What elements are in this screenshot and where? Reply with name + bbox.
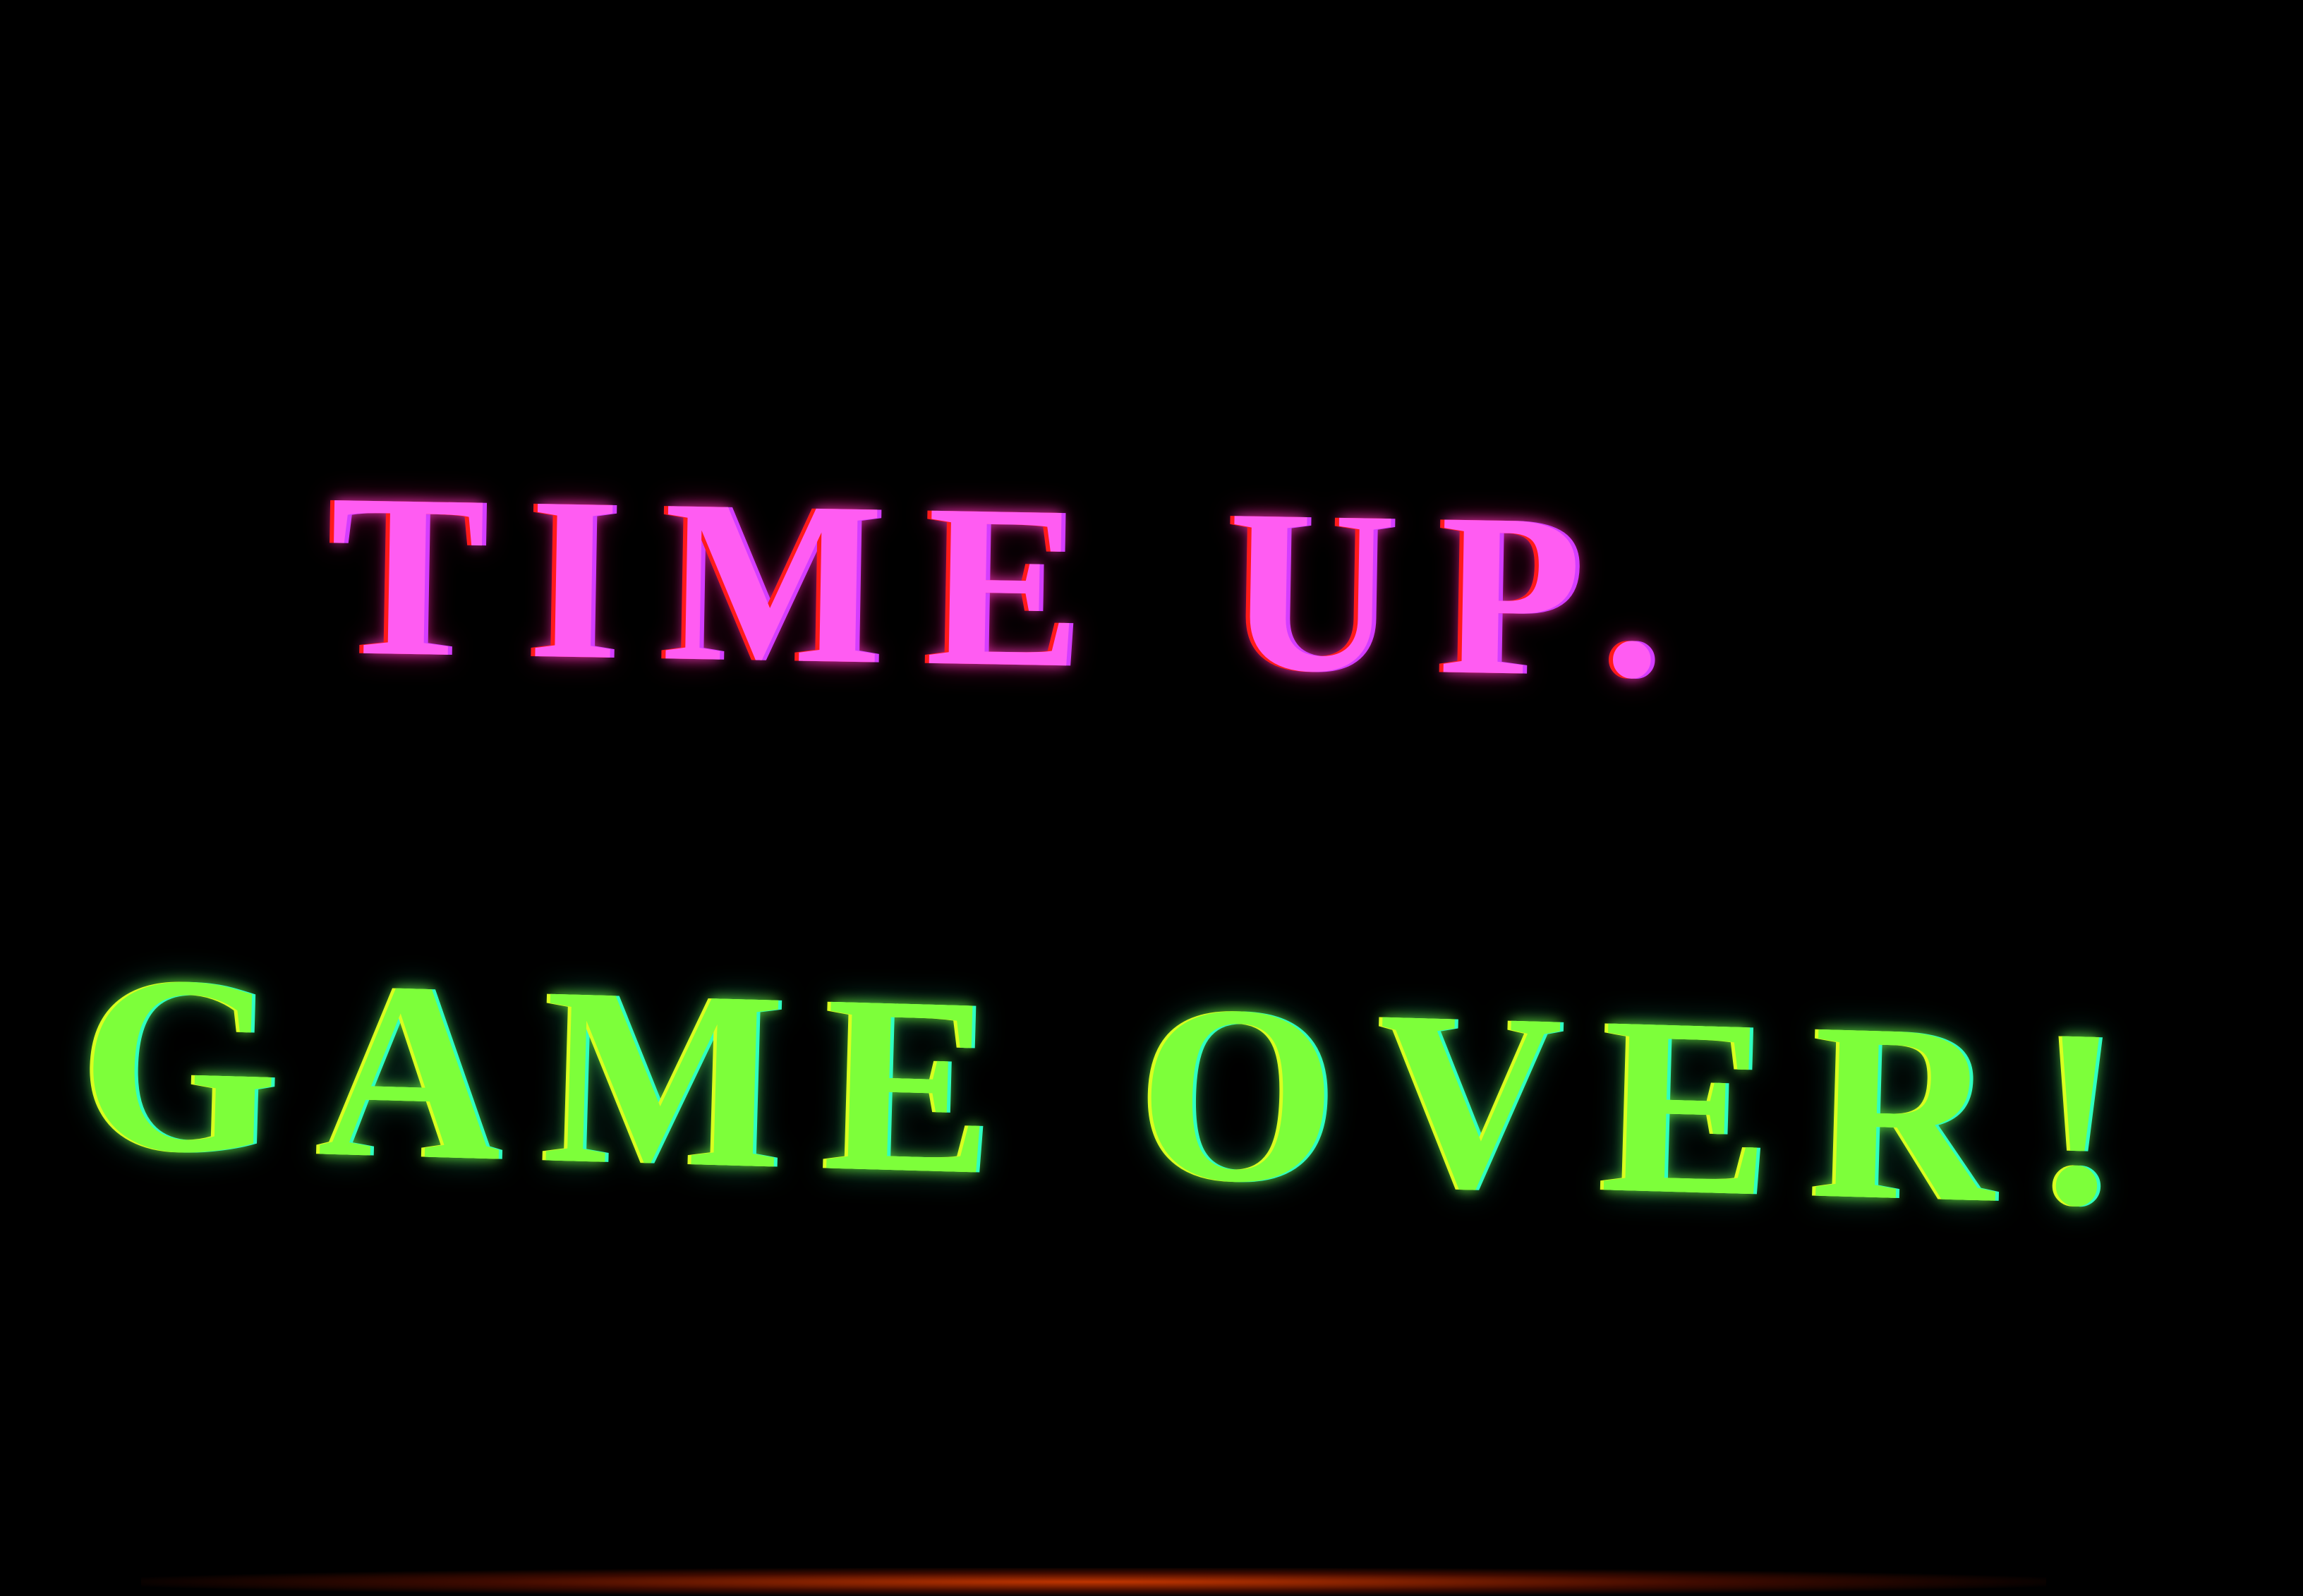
time-up-message: TIME UP.: [327, 446, 1708, 727]
game-over-message: GAME OVER!: [77, 921, 2166, 1261]
screen-edge-glow: [141, 1568, 2046, 1596]
